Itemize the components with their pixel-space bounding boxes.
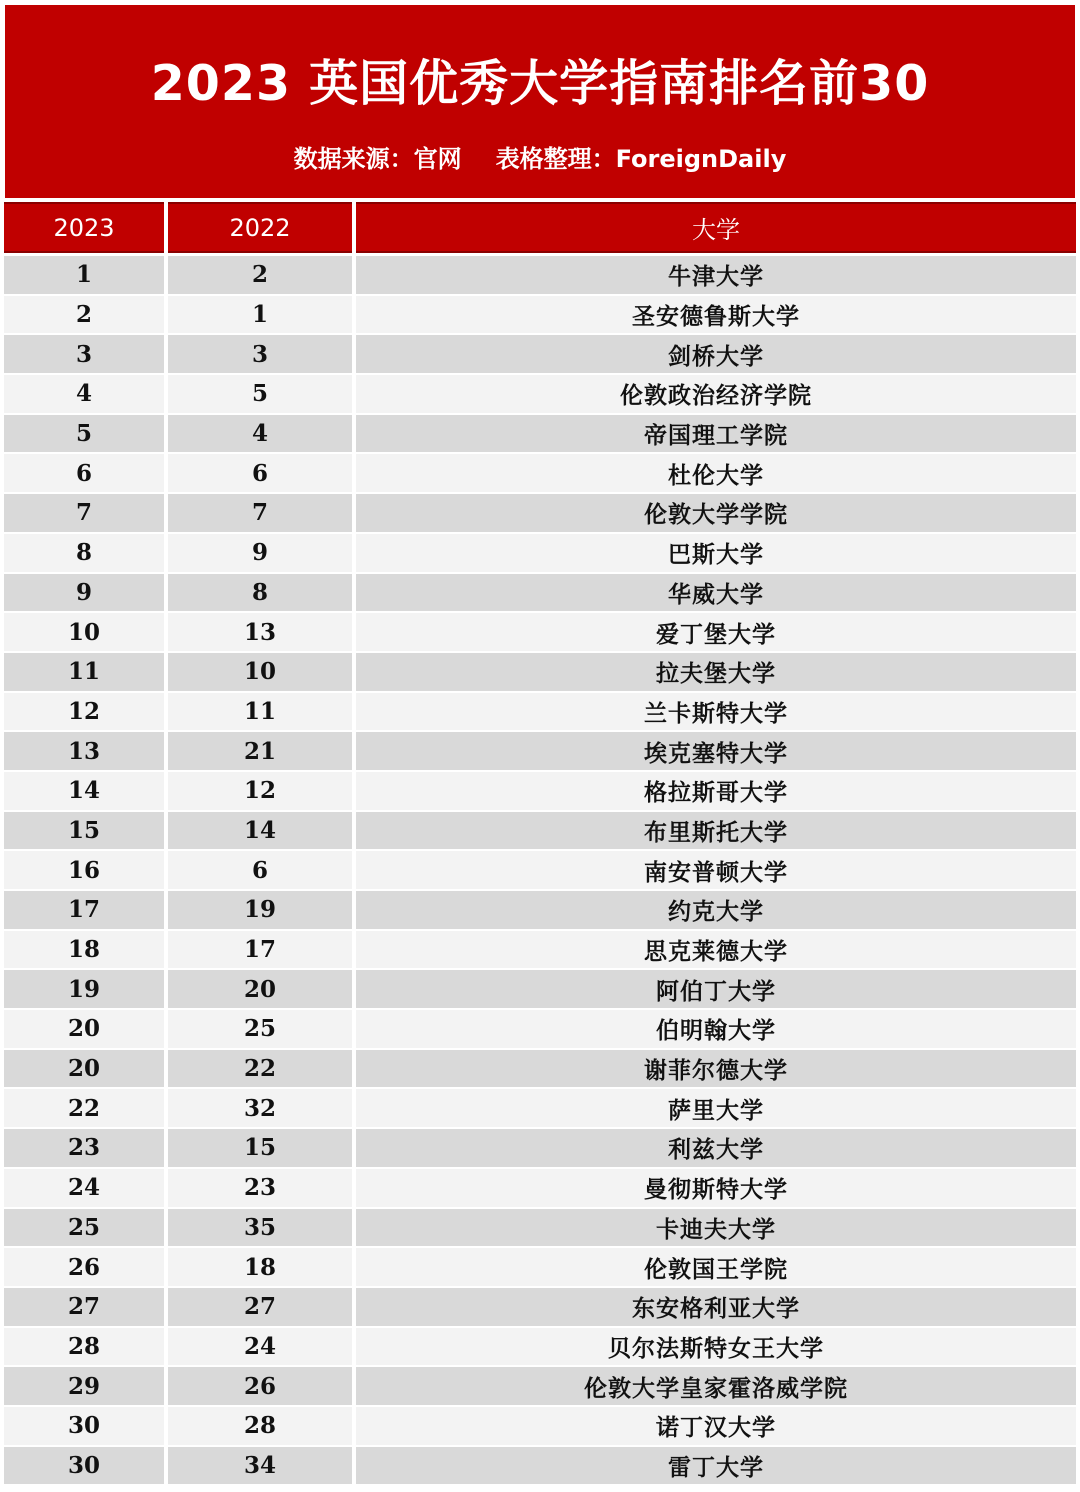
- table-compiler: 表格整理：ForeignDaily: [495, 145, 787, 173]
- table-row: [4, 1447, 1076, 1487]
- rank-2023-cell: 28: [4, 1328, 164, 1368]
- rank-2023-cell: 7: [4, 494, 164, 534]
- university-name-cell: 雷丁大学: [356, 1447, 1076, 1487]
- source-line: [5, 139, 1075, 174]
- university-name-cell: 伦敦政治经济学院: [356, 375, 1076, 415]
- university-name-cell: 利兹大学: [356, 1129, 1076, 1169]
- rank-2023-cell: 14: [4, 772, 164, 812]
- rank-2023-cell: 3: [4, 335, 164, 375]
- table-row: [4, 534, 1076, 574]
- university-name-cell: 伦敦大学学院: [356, 494, 1076, 534]
- rank-2023-cell: 11: [4, 653, 164, 693]
- table-row: [4, 1407, 1076, 1447]
- university-name-cell: 爱丁堡大学: [356, 613, 1076, 653]
- table-row: [4, 772, 1076, 812]
- rank-2023-cell: 6: [4, 454, 164, 494]
- rank-2023-cell: 5: [4, 415, 164, 455]
- university-name-cell: 埃克塞特大学: [356, 732, 1076, 772]
- table-row: [4, 732, 1076, 772]
- title-banner: [5, 5, 1075, 198]
- university-name-cell: 兰卡斯特大学: [356, 693, 1076, 733]
- university-name-cell: 杜伦大学: [356, 454, 1076, 494]
- rank-2022-cell: 1: [168, 296, 352, 336]
- table-row: [4, 335, 1076, 375]
- university-name-cell: 格拉斯哥大学: [356, 772, 1076, 812]
- rank-2023-cell: 24: [4, 1169, 164, 1209]
- rank-2022-cell: 12: [168, 772, 352, 812]
- university-name-cell: 帝国理工学院: [356, 415, 1076, 455]
- university-name-cell: 阿伯丁大学: [356, 970, 1076, 1010]
- university-name-cell: 诺丁汉大学: [356, 1407, 1076, 1447]
- rank-2023-cell: 12: [4, 693, 164, 733]
- university-name-cell: 贝尔法斯特女王大学: [356, 1328, 1076, 1368]
- university-name-cell: 圣安德鲁斯大学: [356, 296, 1076, 336]
- rank-2022-cell: 21: [168, 732, 352, 772]
- rank-2023-cell: 30: [4, 1447, 164, 1487]
- rank-2022-cell: 7: [168, 494, 352, 534]
- rank-2023-cell: 23: [4, 1129, 164, 1169]
- rank-2022-cell: 32: [168, 1089, 352, 1129]
- column-header-university: 大学: [356, 202, 1076, 253]
- university-name-cell: 思克莱德大学: [356, 931, 1076, 971]
- rank-2023-cell: 20: [4, 1010, 164, 1050]
- university-name-cell: 约克大学: [356, 891, 1076, 931]
- university-name-cell: 布里斯托大学: [356, 812, 1076, 852]
- university-name-cell: 伦敦大学皇家霍洛威学院: [356, 1367, 1076, 1407]
- table-row: [4, 1169, 1076, 1209]
- rank-2023-cell: 15: [4, 812, 164, 852]
- column-header-2022: 2022: [168, 202, 352, 253]
- rank-2022-cell: 8: [168, 574, 352, 614]
- table-row: [4, 1288, 1076, 1328]
- table-row: [4, 812, 1076, 852]
- rank-2023-cell: 29: [4, 1367, 164, 1407]
- rank-2022-cell: 26: [168, 1367, 352, 1407]
- university-name-cell: 拉夫堡大学: [356, 653, 1076, 693]
- rank-2022-cell: 27: [168, 1288, 352, 1328]
- rank-2023-cell: 19: [4, 970, 164, 1010]
- rank-2023-cell: 17: [4, 891, 164, 931]
- university-name-cell: 卡迪夫大学: [356, 1209, 1076, 1249]
- table-row: [4, 891, 1076, 931]
- table-row: [4, 653, 1076, 693]
- rank-2022-cell: 23: [168, 1169, 352, 1209]
- table-row: [4, 613, 1076, 653]
- rank-2023-cell: 10: [4, 613, 164, 653]
- rank-2023-cell: 27: [4, 1288, 164, 1328]
- university-name-cell: 萨里大学: [356, 1089, 1076, 1129]
- university-name-cell: 谢菲尔德大学: [356, 1050, 1076, 1090]
- rank-2023-cell: 25: [4, 1209, 164, 1249]
- rank-2022-cell: 28: [168, 1407, 352, 1447]
- table-row: [4, 574, 1076, 614]
- rank-2022-cell: 6: [168, 454, 352, 494]
- table-row: [4, 1050, 1076, 1090]
- rank-2022-cell: 17: [168, 931, 352, 971]
- university-name-cell: 伯明翰大学: [356, 1010, 1076, 1050]
- rank-2023-cell: 20: [4, 1050, 164, 1090]
- rank-2023-cell: 13: [4, 732, 164, 772]
- table-row: [4, 693, 1076, 733]
- rank-2022-cell: 18: [168, 1248, 352, 1288]
- table-row: [4, 415, 1076, 455]
- rank-2022-cell: 2: [168, 256, 352, 296]
- rank-2022-cell: 4: [168, 415, 352, 455]
- ranking-table: [4, 202, 1076, 1486]
- table-header-row: [4, 202, 1076, 253]
- university-name-cell: 剑桥大学: [356, 335, 1076, 375]
- table-row: [4, 1010, 1076, 1050]
- rank-2022-cell: 9: [168, 534, 352, 574]
- university-name-cell: 南安普顿大学: [356, 851, 1076, 891]
- rank-2023-cell: 30: [4, 1407, 164, 1447]
- table-row: [4, 970, 1076, 1010]
- rank-2022-cell: 15: [168, 1129, 352, 1169]
- table-row: [4, 1129, 1076, 1169]
- table-row: [4, 1328, 1076, 1368]
- rank-2023-cell: 26: [4, 1248, 164, 1288]
- university-name-cell: 东安格利亚大学: [356, 1288, 1076, 1328]
- rank-2022-cell: 22: [168, 1050, 352, 1090]
- rank-2022-cell: 6: [168, 851, 352, 891]
- table-row: [4, 1367, 1076, 1407]
- rank-2022-cell: 19: [168, 891, 352, 931]
- table-row: [4, 296, 1076, 336]
- rank-2023-cell: 16: [4, 851, 164, 891]
- rank-2022-cell: 5: [168, 375, 352, 415]
- rank-2022-cell: 34: [168, 1447, 352, 1487]
- table-row: [4, 1089, 1076, 1129]
- rank-2022-cell: 14: [168, 812, 352, 852]
- rank-2022-cell: 10: [168, 653, 352, 693]
- rank-2022-cell: 13: [168, 613, 352, 653]
- rank-2022-cell: 35: [168, 1209, 352, 1249]
- rank-2023-cell: 2: [4, 296, 164, 336]
- rank-2022-cell: 24: [168, 1328, 352, 1368]
- table-body: [4, 256, 1076, 1486]
- rank-2023-cell: 9: [4, 574, 164, 614]
- table-row: [4, 494, 1076, 534]
- university-name-cell: 伦敦国王学院: [356, 1248, 1076, 1288]
- university-name-cell: 华威大学: [356, 574, 1076, 614]
- rank-2022-cell: 25: [168, 1010, 352, 1050]
- rank-2022-cell: 20: [168, 970, 352, 1010]
- rank-2023-cell: 8: [4, 534, 164, 574]
- university-name-cell: 巴斯大学: [356, 534, 1076, 574]
- table-row: [4, 256, 1076, 296]
- page-title: 2023 英国优秀大学指南排名前30: [150, 55, 930, 112]
- table-row: [4, 931, 1076, 971]
- table-row: [4, 375, 1076, 415]
- data-source: 数据来源：官网: [293, 145, 462, 173]
- rank-2023-cell: 1: [4, 256, 164, 296]
- university-name-cell: 曼彻斯特大学: [356, 1169, 1076, 1209]
- university-name-cell: 牛津大学: [356, 256, 1076, 296]
- rank-2023-cell: 4: [4, 375, 164, 415]
- table-row: [4, 1248, 1076, 1288]
- table-row: [4, 454, 1076, 494]
- rank-2022-cell: 11: [168, 693, 352, 733]
- column-header-2023: 2023: [4, 202, 164, 253]
- table-row: [4, 1209, 1076, 1249]
- table-row: [4, 851, 1076, 891]
- rank-2022-cell: 3: [168, 335, 352, 375]
- rank-2023-cell: 18: [4, 931, 164, 971]
- rank-2023-cell: 22: [4, 1089, 164, 1129]
